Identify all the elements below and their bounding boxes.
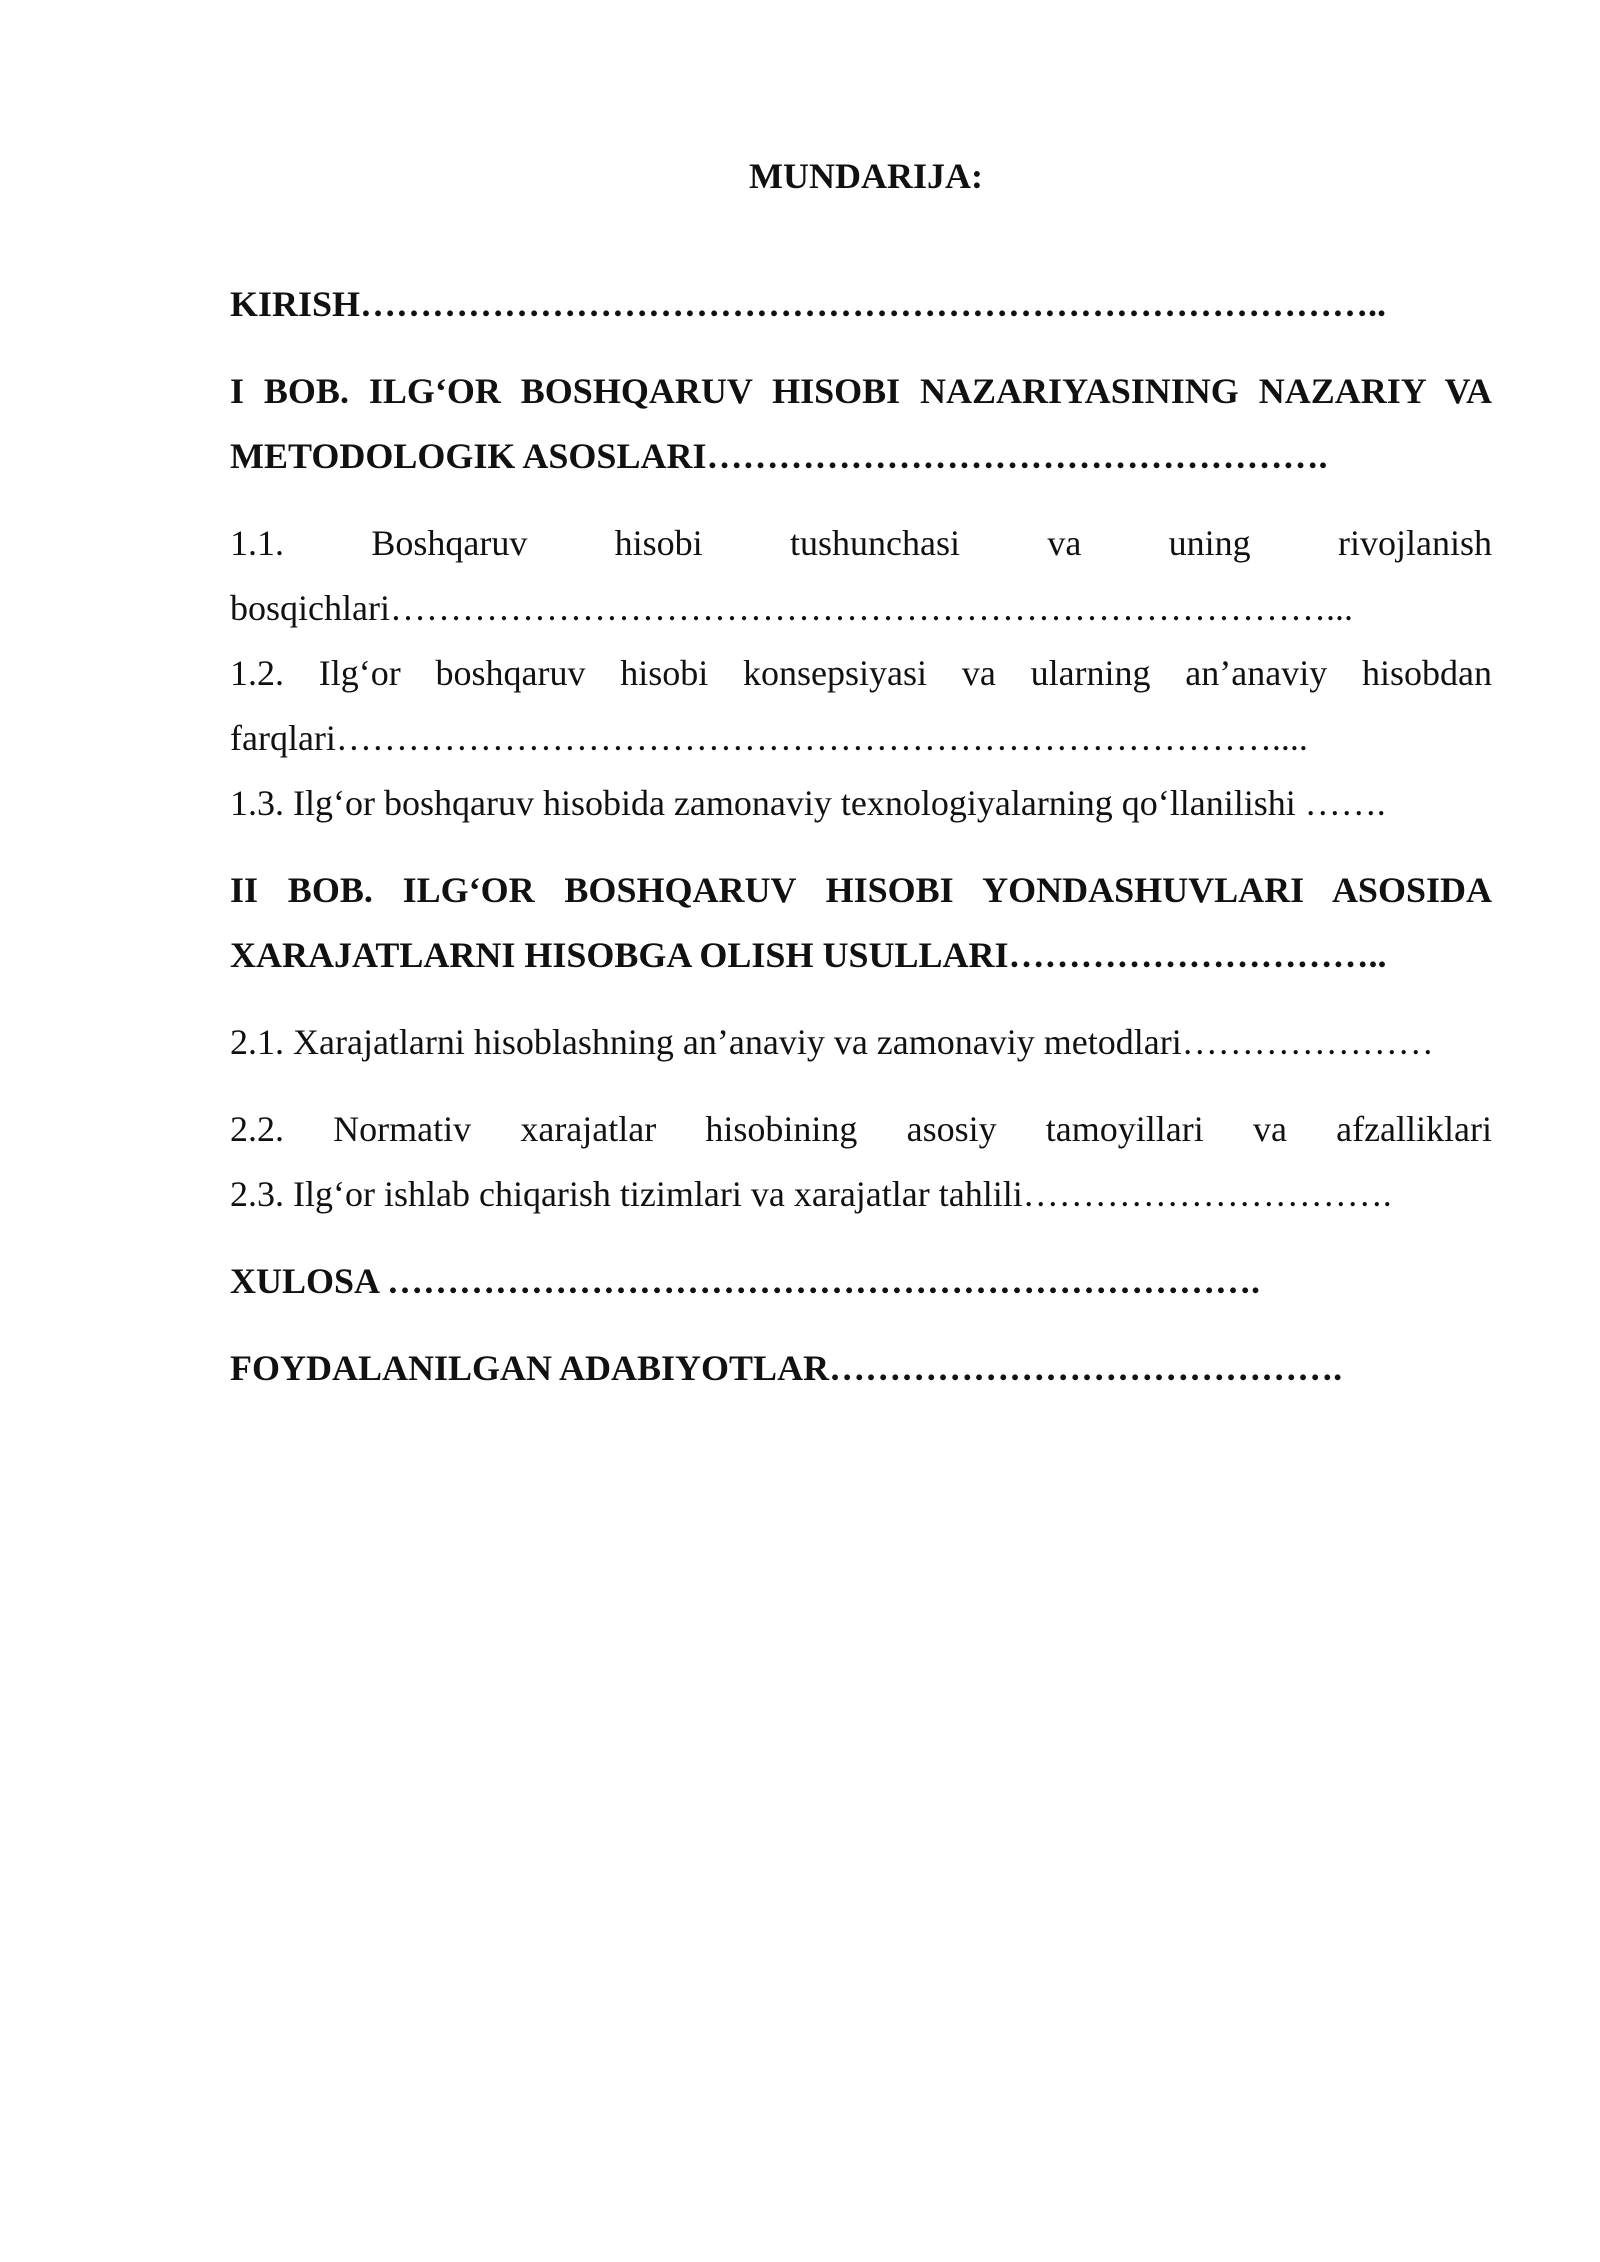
- page-title: MUNDARIJA:: [749, 156, 983, 196]
- toc-entry-kirish: KIRISH…………………………………………………………………………..: [230, 284, 1387, 324]
- toc-entry-1-3: 1.3. Ilg‘or boshqaruv hisobida zamonaviy texnologiyalarning qo‘llanilishi …….: [230, 783, 1386, 823]
- toc-entry-xulosa: XULOSA ……………………………………………………………….: [230, 1261, 1261, 1301]
- toc-entry-adabiyotlar: FOYDALANILGAN ADABIYOTLAR…………………………………….: [230, 1348, 1343, 1388]
- toc-entry-2-2: 2.2. Normativ xarajatlar hisobining asosiy tamoyillari va afzalliklari: [230, 1109, 1492, 1149]
- toc-entry-2-1: 2.1. Xarajatlarni hisoblashning an’anaviy va zamonaviy metodlari…………………: [230, 1022, 1434, 1062]
- toc-entry-2-3: 2.3. Ilg‘or ishlab chiqarish tizimlari va xarajatlar tahlili………………………….: [230, 1174, 1392, 1214]
- toc-entry-1-1: 1.1. Boshqaruv hisobi tushunchasi va uning rivojlanish bosqichlari……………………………………………………………………...: [230, 523, 1492, 628]
- toc-entry-chapter-2: II BOB. ILG‘OR BOSHQARUV HISOBI YONDASHUVLARI ASOSIDA XARAJATLARNI HISOBGA OLISH USULLARI…………………………..: [230, 870, 1492, 975]
- document-page: [230, 150, 1492, 1401]
- toc-entry-1-2: 1.2. Ilg‘or boshqaruv hisobi konsepsiyasi va ularning an’anaviy hisobdan farqlari……………………………………………………………………....: [230, 653, 1492, 758]
- toc-entry-chapter-1: I BOB. ILG‘OR BOSHQARUV HISOBI NAZARIYASINING NAZARIY VA METODOLOGIK ASOSLARI…………………………………………….: [230, 371, 1492, 476]
